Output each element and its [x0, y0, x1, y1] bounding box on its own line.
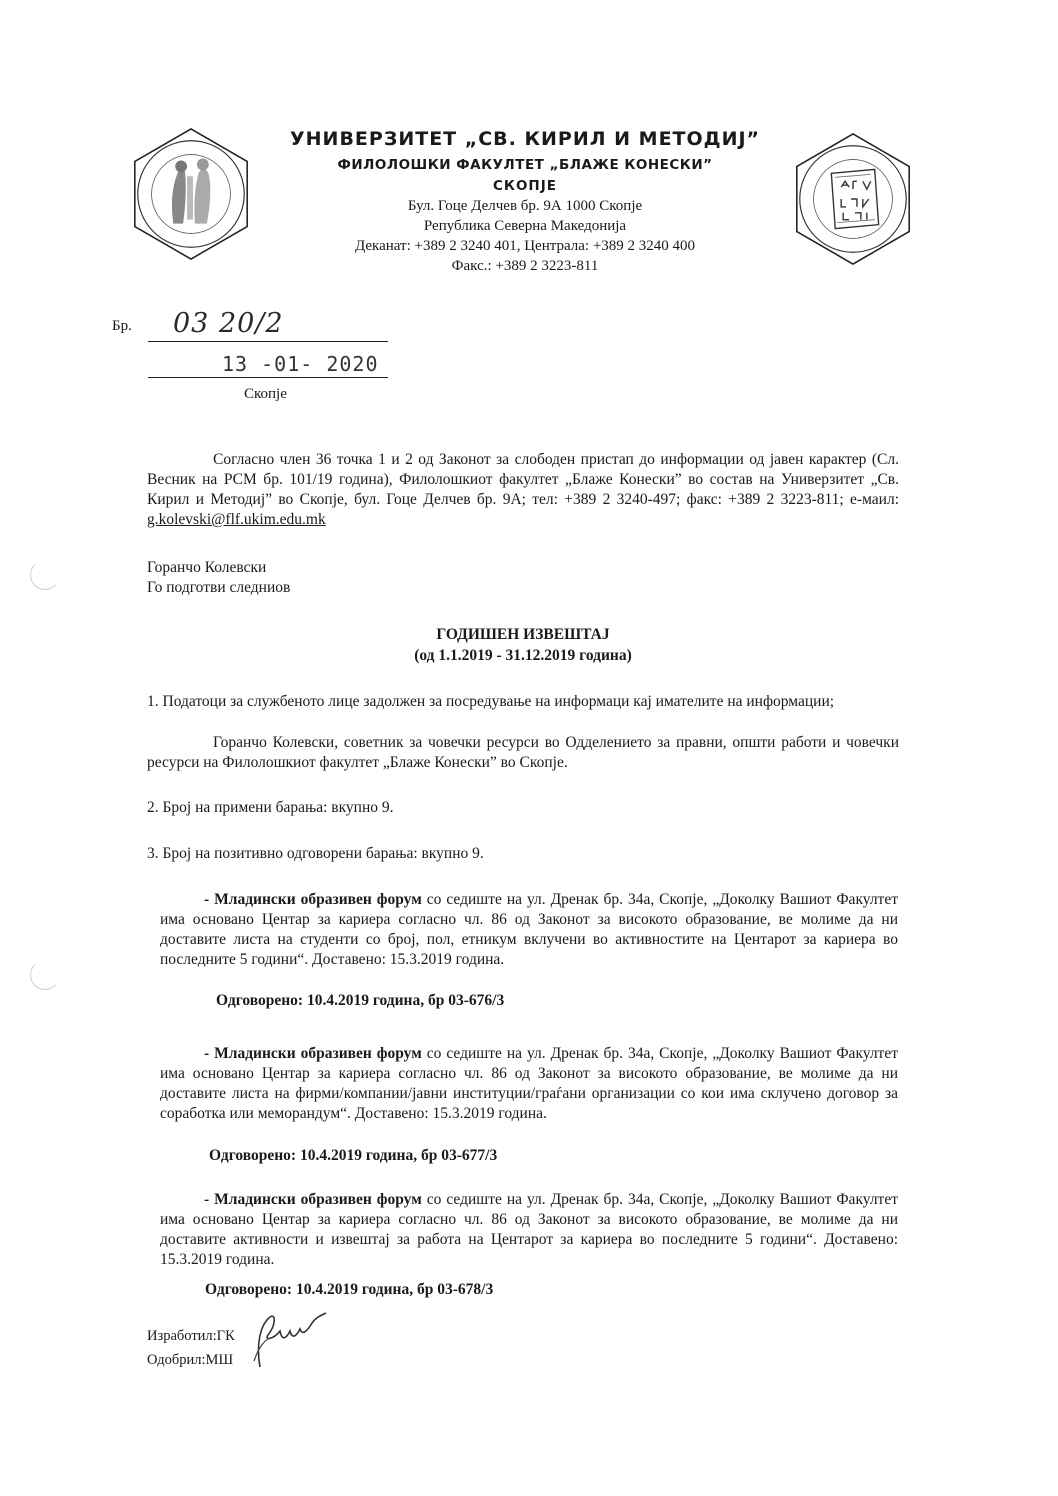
- request-org: - Младински образивен форум: [204, 1045, 422, 1062]
- request-answer: Одговорено: 10.4.2019 година, бр 03-678/3: [205, 1281, 494, 1298]
- item-1-detail: Горанчо Колевски, советник за човечки ресурси во Одделението за правни, општи работи и човечки ресурси на Филолошкиот факултет „Блаже Конески” во Скопје.: [147, 734, 899, 771]
- prepared-initials: Изработил:ГК: [147, 1328, 235, 1344]
- university-seal-logo: [122, 125, 260, 263]
- intro-paragraph: [147, 450, 899, 530]
- request-paragraph: [160, 890, 898, 970]
- header-city: СКОПЈЕ: [493, 178, 557, 194]
- header-address: Бул. Гоце Делчев бр. 9А 1000 Скопје: [407, 198, 643, 214]
- request-answer: Одговорено: 10.4.2019 година, бр 03-676/3: [216, 992, 505, 1009]
- report-period: (од 1.1.2019 - 31.12.2019 година): [414, 647, 632, 664]
- reference-number: 03 20/2: [173, 308, 284, 339]
- request-text: со седиште на ул. Дренак бр. 34а, Скопје, „Доколку Вашиот Факултет има основано Центар за кариера согласно чл. 86 од Законот за високото образование, ве молиме да ни доставите активности и извештај за работа на Центарот за кариера во последните 5 години“. Доставено: 15.3.2019 година.: [160, 1191, 898, 1268]
- punch-hole-mark: [30, 560, 60, 590]
- item-3: 3. Број на позитивно одговорени барања: вкупно 9.: [147, 845, 484, 862]
- university-name: УНИВЕРЗИТЕТ „СВ. КИРИЛ И МЕТОДИЈ”: [290, 128, 761, 150]
- date-underline: [148, 377, 388, 378]
- request-paragraph: [160, 1044, 898, 1124]
- request-answer: Одговорено: 10.4.2019 година, бр 03-677/3: [209, 1147, 498, 1164]
- reference-underline: [148, 341, 388, 342]
- request-paragraph: [160, 1190, 898, 1270]
- report-title: ГОДИШЕН ИЗВЕШТАЈ: [436, 626, 610, 643]
- email-link[interactable]: g.kolevski@flf.ukim.edu.mk: [147, 511, 326, 528]
- request-text: со седиште на ул. Дренак бр. 34а, Скопје, „Доколку Вашиот Факултет има основано Центар за кариера согласно чл. 86 од Законот за високото образование, ве молиме да ни доставите листа на фирми/компании/јавни институции/граѓани организации со кои има склучено договор за соработка или меморандум“. Доставено: 15.3.2019 година.: [160, 1045, 898, 1122]
- handwritten-signature: [246, 1305, 330, 1375]
- prepared-by-name: Горанчо Колевски: [147, 559, 267, 576]
- punch-hole-mark: [30, 960, 60, 990]
- reference-date-stamp: 13 -01- 2020: [222, 352, 379, 376]
- item-2: 2. Број на примени барања: вкупно 9.: [147, 799, 394, 816]
- prepared-by-line: Го подготви следниов: [147, 579, 291, 596]
- request-org: - Младински образивен форум: [204, 1191, 422, 1208]
- faculty-name: ФИЛОЛОШКИ ФАКУЛТЕТ „БЛАЖЕ КОНЕСКИ”: [337, 157, 713, 173]
- reference-label: Бр.: [112, 318, 132, 334]
- approved-initials: Одобрил:МШ: [147, 1352, 234, 1368]
- faculty-seal-logo: [784, 130, 922, 268]
- request-org: - Младински образивен форум: [204, 891, 422, 908]
- header-fax: Факс.: +389 2 3223-811: [451, 258, 599, 274]
- intro-text: Согласно член 36 точка 1 и 2 од Законот за слободен пристап до информации од јавен карактер (Сл. Весник на РСМ бр. 101/19 година), Филолошкиот факултет „Блаже Конески” во состав на Универзитет „Св. Кирил и Методиј” во Скопје, бул. Гоце Делчев бр. 9А; тел: +389 2 3240-497; факс: +389 2 3223-811; е-маил:: [147, 451, 899, 508]
- header-phones: Деканат: +389 2 3240 401, Централа: +389 2 3240 400: [354, 238, 696, 254]
- header-republic: Република Северна Македонија: [423, 218, 627, 234]
- item-1: 1. Податоци за службеното лице задолжен за посредување на информаци кај имателите на информации;: [147, 693, 835, 710]
- request-text: со седиште на ул. Дренак бр. 34а, Скопје, „Доколку Вашиот Факултет има основано Центар за кариера согласно чл. 86 од Законот за високото образование, ве молиме да ни доставите листа на студенти со број, пол, етникум вклучени во активностите на Центарот за кариера во последните 5 години“. Доставено: 15.3.2019 година.: [160, 891, 898, 968]
- reference-city: Скопје: [244, 386, 287, 402]
